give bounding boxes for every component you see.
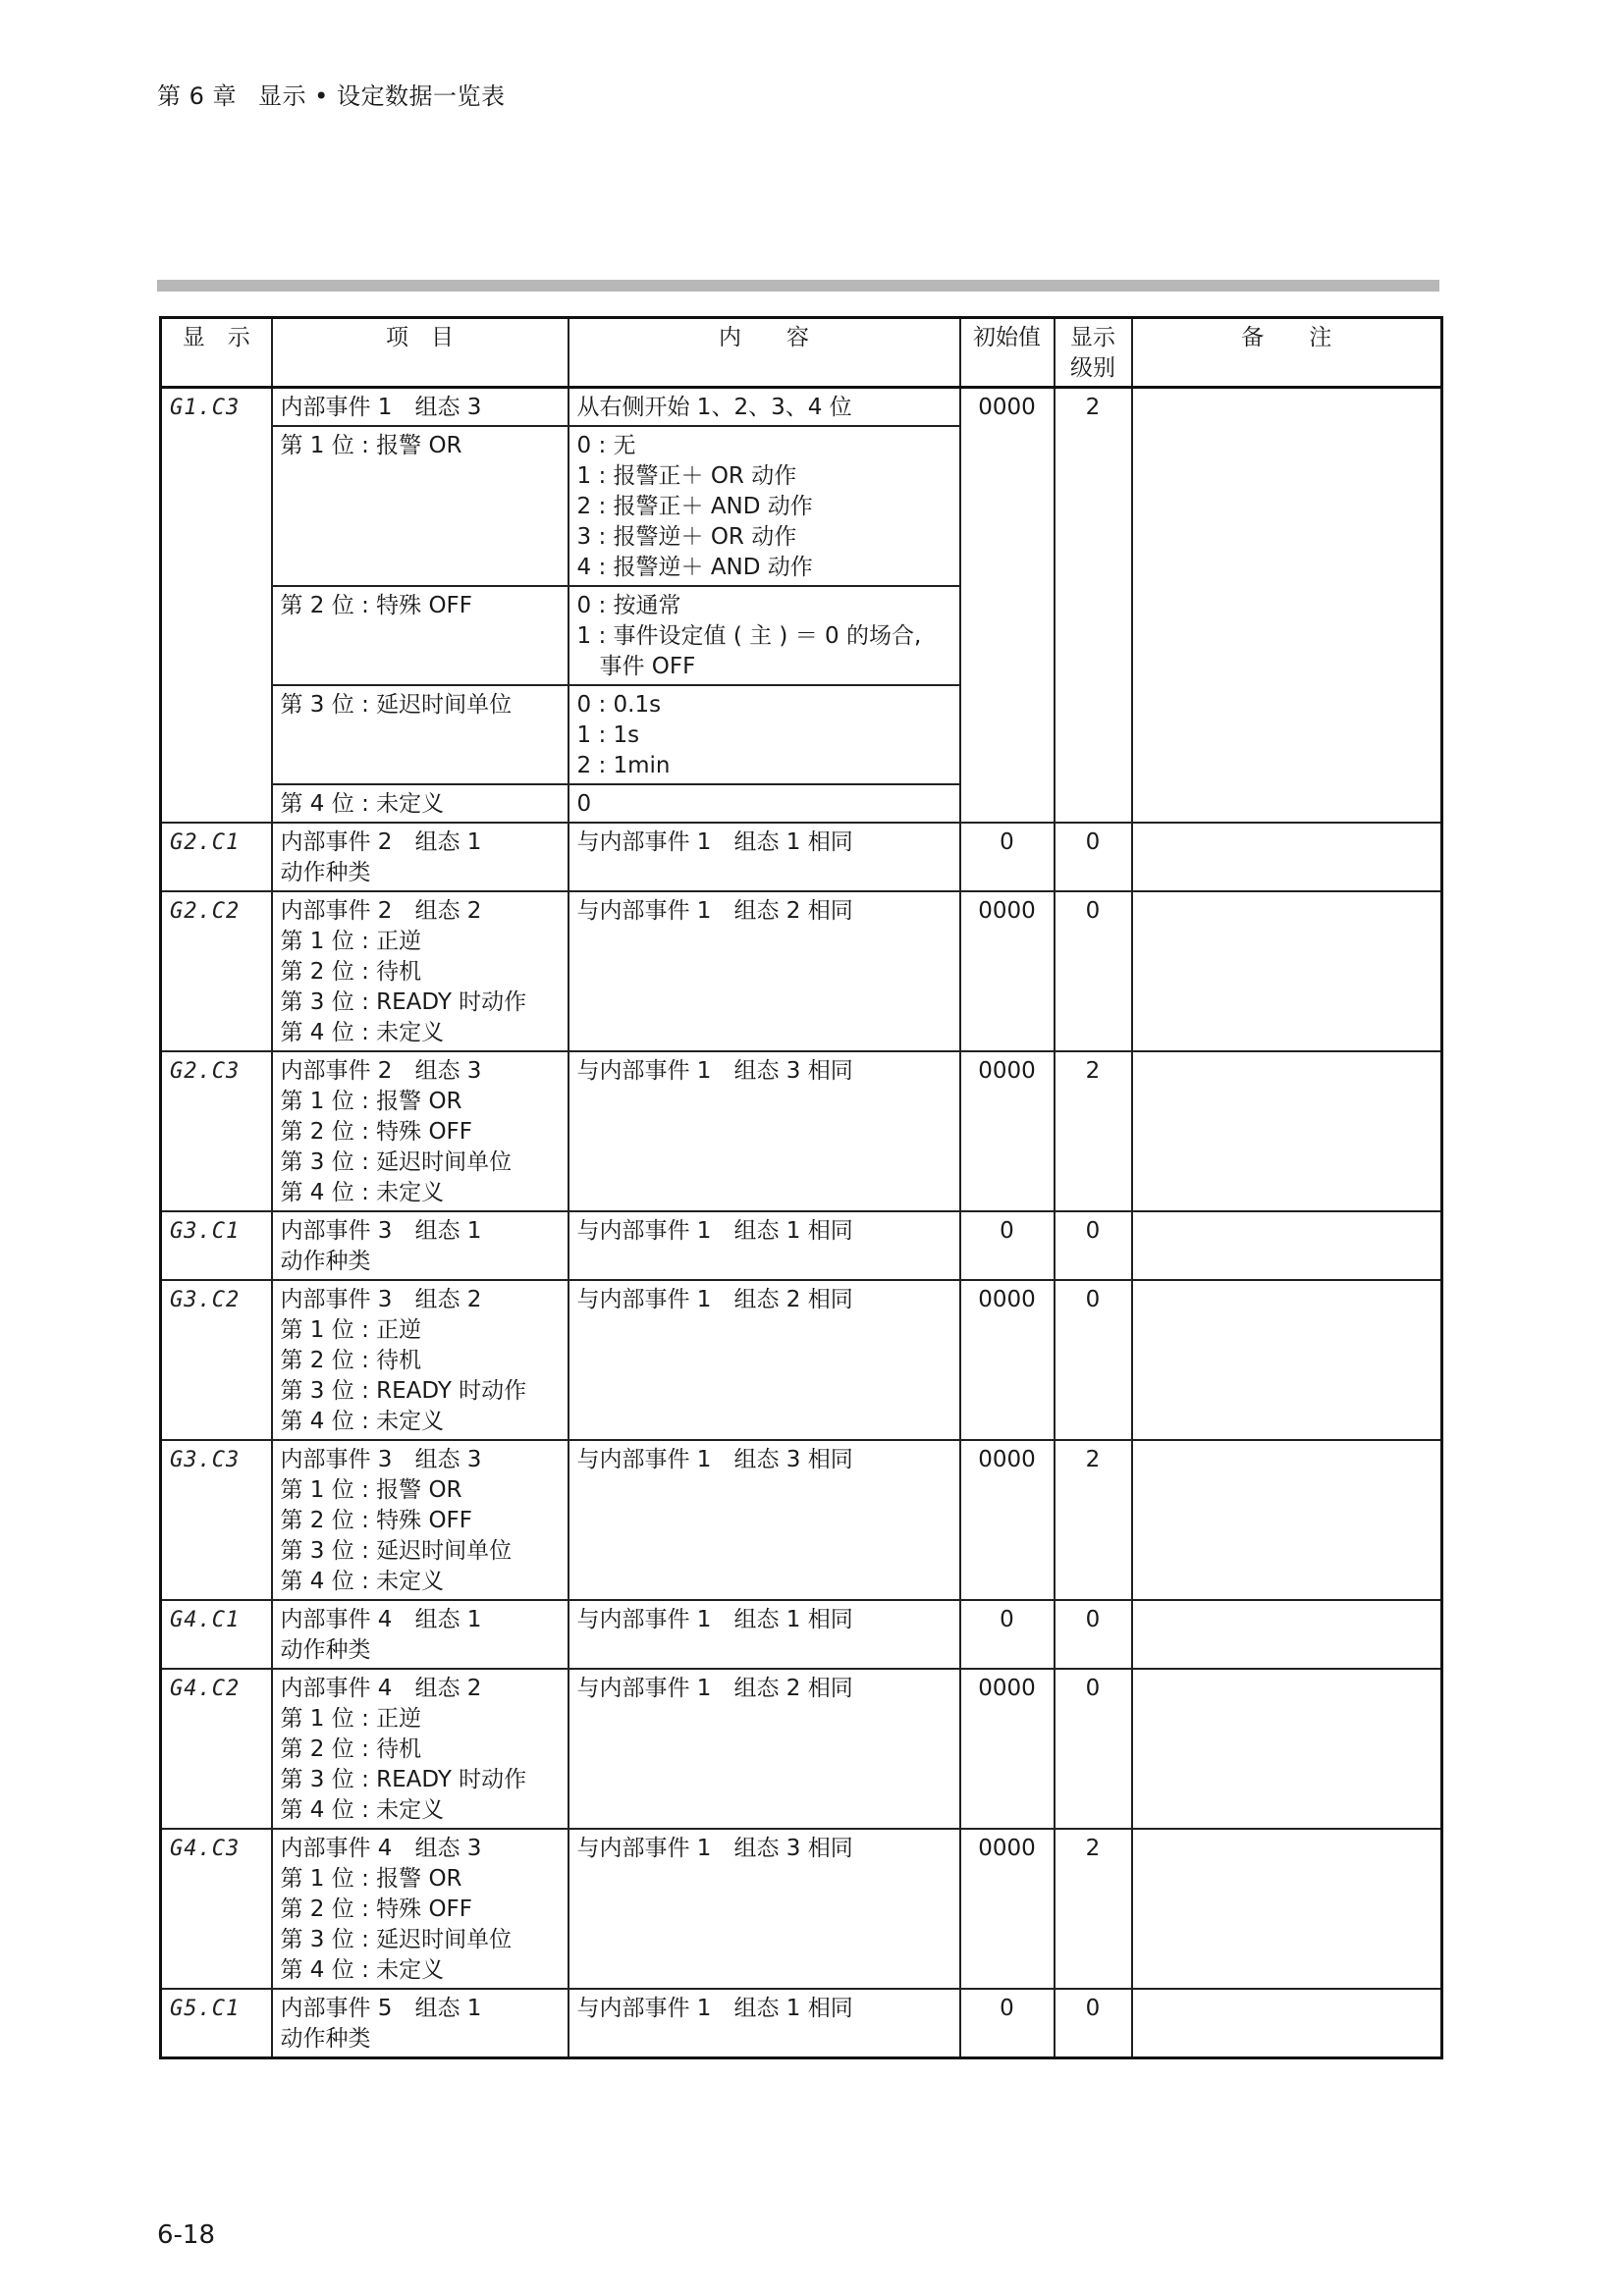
display-code: G3.C3 bbox=[161, 1440, 272, 1600]
col-header-remarks: 备 注 bbox=[1132, 318, 1442, 388]
item-cell: 内部事件 4 组态 2 第 1 位 : 正逆 第 2 位 : 待机 第 3 位 : READY 时动作 第 4 位 : 未定义 bbox=[272, 1669, 568, 1829]
table-row bbox=[161, 1669, 1442, 1829]
content-cell: 从右侧开始 1、2、3、4 位 bbox=[568, 388, 960, 427]
remarks-cell bbox=[1132, 1989, 1442, 2058]
table-row bbox=[161, 1051, 1442, 1211]
content-cell: 与内部事件 1 组态 3 相同 bbox=[568, 1051, 960, 1211]
display-code: G1.C3 bbox=[161, 388, 272, 824]
item-cell: 内部事件 3 组态 1 动作种类 bbox=[272, 1211, 568, 1280]
item-cell: 第 4 位 : 未定义 bbox=[272, 784, 568, 823]
table-row bbox=[161, 388, 1442, 427]
item-cell: 第 1 位 : 报警 OR bbox=[272, 426, 568, 586]
display-level: 0 bbox=[1055, 1600, 1132, 1669]
col-header-initial: 初始值 bbox=[960, 318, 1055, 388]
content-cell: 0 : 无 1 : 报警正＋ OR 动作 2 : 报警正＋ AND 动作 3 : 报警逆＋ OR 动作 4 : 报警逆＋ AND 动作 bbox=[568, 426, 960, 586]
col-header-level: 显示 级别 bbox=[1055, 318, 1132, 388]
table-row bbox=[161, 1440, 1442, 1600]
display-code: G4.C2 bbox=[161, 1669, 272, 1829]
initial-value: 0000 bbox=[960, 388, 1055, 824]
table-header-row bbox=[161, 318, 1442, 388]
initial-value: 0 bbox=[960, 1600, 1055, 1669]
content-cell: 0 bbox=[568, 784, 960, 823]
content-cell: 与内部事件 1 组态 2 相同 bbox=[568, 1280, 960, 1440]
initial-value: 0 bbox=[960, 1211, 1055, 1280]
chapter-header bbox=[157, 77, 505, 111]
item-cell: 内部事件 4 组态 3 第 1 位 : 报警 OR 第 2 位 : 特殊 OFF 第 3 位 : 延迟时间单位 第 4 位 : 未定义 bbox=[272, 1829, 568, 1989]
remarks-cell bbox=[1132, 1669, 1442, 1829]
display-level: 0 bbox=[1055, 1989, 1132, 2058]
remarks-cell bbox=[1132, 1440, 1442, 1600]
col-header-item: 项 目 bbox=[272, 318, 568, 388]
remarks-cell bbox=[1132, 891, 1442, 1051]
item-cell: 内部事件 3 组态 2 第 1 位 : 正逆 第 2 位 : 待机 第 3 位 : READY 时动作 第 4 位 : 未定义 bbox=[272, 1280, 568, 1440]
table-row bbox=[161, 1829, 1442, 1989]
display-level: 0 bbox=[1055, 1211, 1132, 1280]
content-cell: 与内部事件 1 组态 2 相同 bbox=[568, 1669, 960, 1829]
item-cell: 内部事件 2 组态 3 第 1 位 : 报警 OR 第 2 位 : 特殊 OFF 第 3 位 : 延迟时间单位 第 4 位 : 未定义 bbox=[272, 1051, 568, 1211]
settings-table bbox=[159, 316, 1443, 2059]
display-code: G3.C2 bbox=[161, 1280, 272, 1440]
display-code: G2.C1 bbox=[161, 823, 272, 891]
display-level: 0 bbox=[1055, 823, 1132, 891]
display-level: 0 bbox=[1055, 891, 1132, 1051]
display-level: 0 bbox=[1055, 1669, 1132, 1829]
initial-value: 0000 bbox=[960, 1440, 1055, 1600]
display-code: G4.C1 bbox=[161, 1600, 272, 1669]
display-level: 2 bbox=[1055, 1829, 1132, 1989]
remarks-cell bbox=[1132, 1829, 1442, 1989]
remarks-cell bbox=[1132, 1600, 1442, 1669]
item-cell: 内部事件 3 组态 3 第 1 位 : 报警 OR 第 2 位 : 特殊 OFF 第 3 位 : 延迟时间单位 第 4 位 : 未定义 bbox=[272, 1440, 568, 1600]
content-cell: 0 : 按通常 1 : 事件设定值 ( 主 ) ＝ 0 的场合, 事件 OFF bbox=[568, 586, 960, 685]
content-cell: 与内部事件 1 组态 1 相同 bbox=[568, 1600, 960, 1669]
item-cell: 第 3 位 : 延迟时间单位 bbox=[272, 685, 568, 784]
display-level: 0 bbox=[1055, 1280, 1132, 1440]
item-cell: 内部事件 2 组态 1 动作种类 bbox=[272, 823, 568, 891]
display-code: G4.C3 bbox=[161, 1829, 272, 1989]
initial-value: 0000 bbox=[960, 891, 1055, 1051]
content-cell: 0 : 0.1s 1 : 1s 2 : 1min bbox=[568, 685, 960, 784]
display-level: 2 bbox=[1055, 1051, 1132, 1211]
remarks-cell bbox=[1132, 1051, 1442, 1211]
remarks-cell bbox=[1132, 1280, 1442, 1440]
display-code: G5.C1 bbox=[161, 1989, 272, 2058]
table-row bbox=[161, 823, 1442, 891]
content-cell: 与内部事件 1 组态 3 相同 bbox=[568, 1440, 960, 1600]
item-cell: 内部事件 2 组态 2 第 1 位 : 正逆 第 2 位 : 待机 第 3 位 : READY 时动作 第 4 位 : 未定义 bbox=[272, 891, 568, 1051]
item-cell: 内部事件 5 组态 1 动作种类 bbox=[272, 1989, 568, 2058]
display-level: 2 bbox=[1055, 1440, 1132, 1600]
item-cell: 第 2 位 : 特殊 OFF bbox=[272, 586, 568, 685]
page-number: 6-18 bbox=[157, 2220, 216, 2250]
initial-value: 0 bbox=[960, 1989, 1055, 2058]
table-row bbox=[161, 1280, 1442, 1440]
content-cell: 与内部事件 1 组态 2 相同 bbox=[568, 891, 960, 1051]
display-level: 2 bbox=[1055, 388, 1132, 824]
content-cell: 与内部事件 1 组态 1 相同 bbox=[568, 1211, 960, 1280]
table-row bbox=[161, 891, 1442, 1051]
initial-value: 0000 bbox=[960, 1051, 1055, 1211]
table-row bbox=[161, 1989, 1442, 2058]
display-code: G2.C2 bbox=[161, 891, 272, 1051]
item-cell: 内部事件 4 组态 1 动作种类 bbox=[272, 1600, 568, 1669]
content-cell: 与内部事件 1 组态 1 相同 bbox=[568, 1989, 960, 2058]
remarks-cell bbox=[1132, 388, 1442, 824]
col-header-display: 显 示 bbox=[161, 318, 272, 388]
section-divider bbox=[157, 280, 1439, 292]
display-code: G2.C3 bbox=[161, 1051, 272, 1211]
content-cell: 与内部事件 1 组态 3 相同 bbox=[568, 1829, 960, 1989]
chapter-number: 第 6 章 bbox=[157, 82, 238, 110]
remarks-cell bbox=[1132, 1211, 1442, 1280]
table-row bbox=[161, 1600, 1442, 1669]
initial-value: 0000 bbox=[960, 1829, 1055, 1989]
col-header-content: 内 容 bbox=[568, 318, 960, 388]
remarks-cell bbox=[1132, 823, 1442, 891]
display-code: G3.C1 bbox=[161, 1211, 272, 1280]
initial-value: 0000 bbox=[960, 1669, 1055, 1829]
initial-value: 0000 bbox=[960, 1280, 1055, 1440]
initial-value: 0 bbox=[960, 823, 1055, 891]
item-cell: 内部事件 1 组态 3 bbox=[272, 388, 568, 427]
chapter-title: 显示 • 设定数据一览表 bbox=[258, 82, 506, 110]
table-row bbox=[161, 1211, 1442, 1280]
content-cell: 与内部事件 1 组态 1 相同 bbox=[568, 823, 960, 891]
